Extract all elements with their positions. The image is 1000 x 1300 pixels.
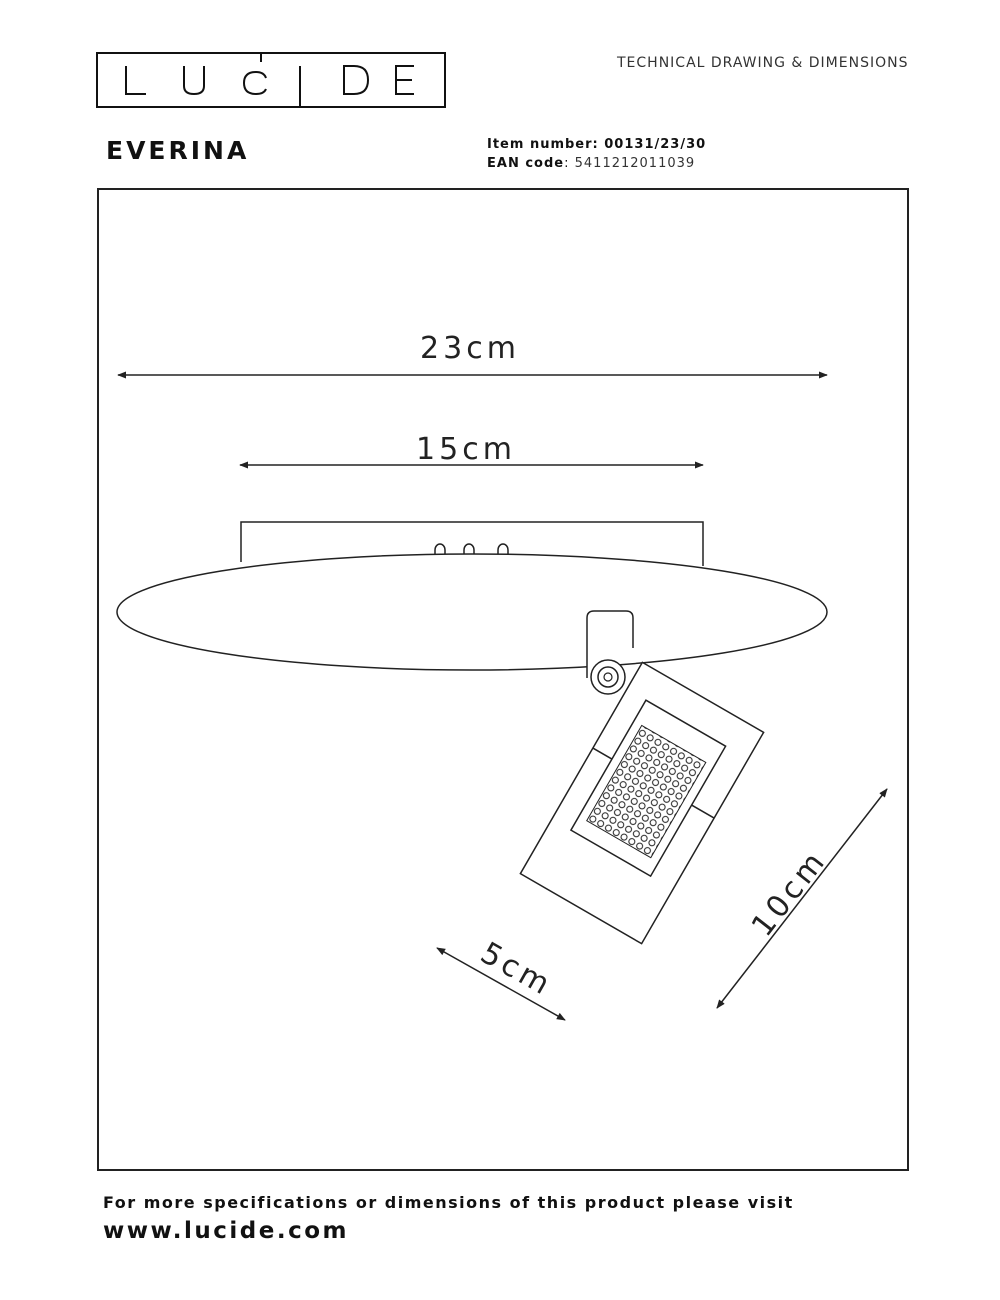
dimension-head-width (437, 936, 565, 1020)
footer-website-link[interactable]: www.lucide.com (103, 1218, 349, 1244)
dimension-head-length (717, 789, 887, 1008)
dimension-base-width (240, 432, 703, 467)
ean-code-row: EAN code: 5411212011039 (487, 156, 696, 171)
ean-code-value: 5411212011039 (574, 156, 696, 171)
item-number-value: 00131/23/30 (604, 137, 707, 152)
dimension-label-10cm: 10cm (744, 843, 835, 944)
item-number-label: Item number (487, 137, 593, 152)
document-type-label: TECHNICAL DRAWING & DIMENSIONS (617, 55, 909, 71)
ean-code-label: EAN code (487, 156, 565, 171)
round-disc (117, 554, 827, 670)
spot-head (520, 662, 763, 943)
dimension-label-15cm: 15cm (416, 432, 516, 467)
dimension-label-23cm: 23cm (420, 331, 520, 366)
footer-info-text: For more specifications or dimensions of this product please visit (103, 1193, 794, 1212)
item-number-row: Item number: 00131/23/30 (487, 137, 707, 152)
dimension-label-5cm: 5cm (474, 935, 559, 1004)
dimension-overall-width (118, 331, 827, 375)
pivot-joint (591, 660, 625, 694)
product-name: EVERINA (106, 136, 250, 165)
